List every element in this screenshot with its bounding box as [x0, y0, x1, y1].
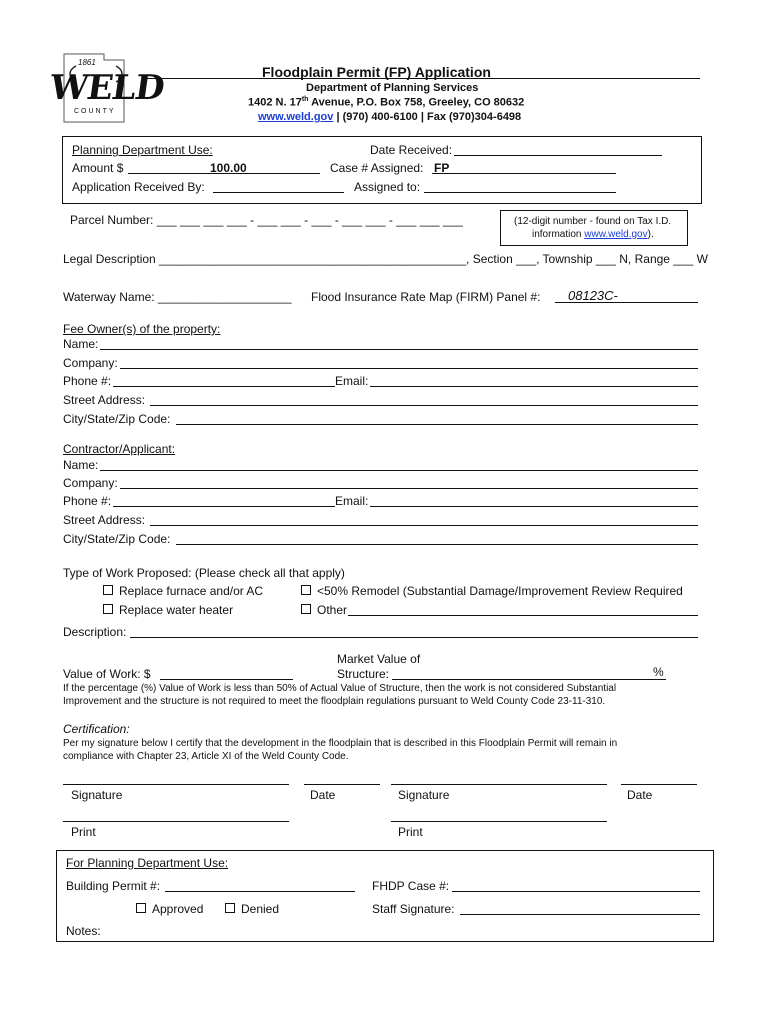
checkbox-denied[interactable]: [225, 903, 235, 913]
owner-print-label: Print: [71, 825, 96, 839]
owner-name-field[interactable]: [100, 349, 698, 350]
percent-sign: %: [653, 665, 664, 679]
date-received-field[interactable]: [454, 155, 662, 156]
received-by-field[interactable]: [213, 192, 344, 193]
logo-county: COUNTY: [74, 108, 116, 115]
contractor-signature-label: Signature: [398, 788, 450, 802]
value-of-work-field[interactable]: [160, 679, 293, 680]
contractor-city-label: City/State/Zip Code:: [63, 532, 171, 546]
legal-description-row[interactable]: Legal Description ______________________________________________, Section ___, Township ___ N, Range ___ W: [63, 252, 708, 266]
amount-value: 100.00: [210, 161, 247, 175]
work-option-water-heater[interactable]: Replace water heater: [103, 603, 233, 617]
approved-option[interactable]: Approved: [136, 902, 203, 916]
contractor-email-label: Email:: [335, 494, 369, 508]
contact-line: www.weld.gov | (970) 400-6100 | Fax (970)304-6498: [258, 111, 522, 123]
logo-text: WELD: [47, 68, 167, 108]
value-of-work-label: Value of Work: $: [63, 667, 151, 681]
owner-company-label: Company:: [63, 356, 118, 370]
website-link[interactable]: www.weld.gov: [258, 111, 334, 123]
parcel-number-label[interactable]: Parcel Number: ___ ___ ___ ___ - ___ ___ - ___ - ___ ___ - ___ ___ ___: [70, 213, 463, 227]
contractor-company-field[interactable]: [120, 488, 698, 489]
owner-phone-label: Phone #:: [63, 374, 112, 388]
owner-date-field[interactable]: [304, 784, 380, 785]
owner-name-label: Name:: [63, 337, 99, 351]
owner-email-label: Email:: [335, 374, 369, 388]
weld-county-logo: [46, 48, 167, 128]
contractor-print-field[interactable]: [391, 821, 607, 822]
page-title: Floodplain Permit (FP) Application: [262, 64, 491, 80]
work-type-heading: Type of Work Proposed: (Please check all that apply): [63, 566, 345, 580]
contractor-print-label: Print: [398, 825, 423, 839]
value-note-line2: Improvement and the structure is not required to meet the floodplain regulations pursuant to Weld County Code 23-11-310.: [63, 696, 606, 707]
assigned-to-field[interactable]: [424, 192, 616, 193]
contractor-phone-field[interactable]: [113, 506, 335, 507]
parcel-note-link[interactable]: www.weld.gov: [584, 229, 648, 240]
amount-label: Amount $: [72, 161, 124, 175]
certification-heading: Certification:: [63, 722, 130, 736]
staff-signature-field[interactable]: [460, 914, 700, 915]
work-option-furnace[interactable]: Replace furnace and/or AC: [103, 584, 263, 598]
contractor-phone-label: Phone #:: [63, 494, 112, 508]
owner-city-field[interactable]: [176, 424, 698, 425]
parcel-note-line1: (12-digit number - found on Tax I.D.: [514, 216, 672, 227]
checkbox-other[interactable]: [301, 604, 311, 614]
contractor-company-label: Company:: [63, 476, 118, 490]
case-assigned-field[interactable]: [432, 173, 616, 174]
owner-print-field[interactable]: [63, 821, 289, 822]
fhdp-case-field[interactable]: [452, 891, 700, 892]
date-received-label: Date Received:: [370, 143, 453, 157]
owner-email-field[interactable]: [370, 386, 698, 387]
building-permit-label: Building Permit #:: [66, 879, 161, 893]
owner-signature-label: Signature: [71, 788, 123, 802]
owner-street-label: Street Address:: [63, 393, 146, 407]
contractor-street-field[interactable]: [150, 525, 698, 526]
contractor-date-label: Date: [627, 788, 653, 802]
value-note-line1: If the percentage (%) Value of Work is less than 50% of Actual Value of Structure, then the work is not considered Substantial: [63, 683, 617, 694]
firm-panel-label: Flood Insurance Rate Map (FIRM) Panel #:: [311, 290, 541, 304]
owner-company-field[interactable]: [120, 368, 698, 369]
case-assigned-label: Case # Assigned:: [330, 161, 424, 175]
market-value-label-line2: Structure:: [337, 667, 390, 681]
owner-street-field[interactable]: [150, 405, 698, 406]
staff-signature-label: Staff Signature:: [372, 902, 455, 916]
description-label: Description:: [63, 625, 127, 639]
fee-owner-heading: Fee Owner(s) of the property:: [63, 322, 221, 336]
dept-use-top-heading: Planning Department Use:: [72, 143, 213, 157]
contractor-name-field[interactable]: [100, 470, 698, 471]
case-assigned-value: FP: [434, 161, 450, 175]
contractor-date-field[interactable]: [621, 784, 697, 785]
owner-signature-field[interactable]: [63, 784, 289, 785]
work-option-remodel[interactable]: <50% Remodel (Substantial Damage/Improvement Review Required: [301, 584, 683, 598]
building-permit-field[interactable]: [165, 891, 355, 892]
market-value-field[interactable]: [392, 679, 666, 680]
contractor-street-label: Street Address:: [63, 513, 146, 527]
owner-city-label: City/State/Zip Code:: [63, 412, 171, 426]
logo-year: 1861: [78, 58, 96, 67]
department-address: 1402 N. 17th Avenue, P.O. Box 758, Greeley, CO 80632: [248, 96, 525, 109]
contractor-email-field[interactable]: [370, 506, 698, 507]
notes-label: Notes:: [66, 924, 101, 938]
department-name: Department of Planning Services: [306, 82, 479, 94]
owner-date-label: Date: [310, 788, 336, 802]
dept-use-bottom-heading: For Planning Department Use:: [66, 856, 229, 870]
description-field[interactable]: [130, 637, 698, 638]
certification-line2: compliance with Chapter 23, Article XI of the Weld County Code.: [63, 751, 349, 762]
owner-phone-field[interactable]: [113, 386, 335, 387]
work-option-other[interactable]: Other: [301, 603, 347, 617]
checkbox-furnace[interactable]: [103, 585, 113, 595]
checkbox-water-heater[interactable]: [103, 604, 113, 614]
contractor-city-field[interactable]: [176, 544, 698, 545]
contractor-signature-field[interactable]: [391, 784, 607, 785]
market-value-label-line1: Market Value of: [337, 652, 421, 666]
waterway-name-row[interactable]: Waterway Name: ____________________: [63, 290, 292, 304]
checkbox-remodel[interactable]: [301, 585, 311, 595]
denied-option[interactable]: Denied: [225, 902, 279, 916]
contractor-heading: Contractor/Applicant:: [63, 442, 176, 456]
received-by-label: Application Received By:: [72, 180, 205, 194]
certification-line1: Per my signature below I certify that the development in the floodplain that is described in this Floodplain Permit will remain in: [63, 738, 618, 749]
assigned-to-label: Assigned to:: [354, 180, 421, 194]
fhdp-case-label: FHDP Case #:: [372, 879, 450, 893]
other-field[interactable]: [348, 615, 698, 616]
contractor-name-label: Name:: [63, 458, 99, 472]
parcel-note-line2: information www.weld.gov).: [532, 229, 654, 240]
firm-panel-value: 08123C-: [568, 288, 618, 303]
checkbox-approved[interactable]: [136, 903, 146, 913]
